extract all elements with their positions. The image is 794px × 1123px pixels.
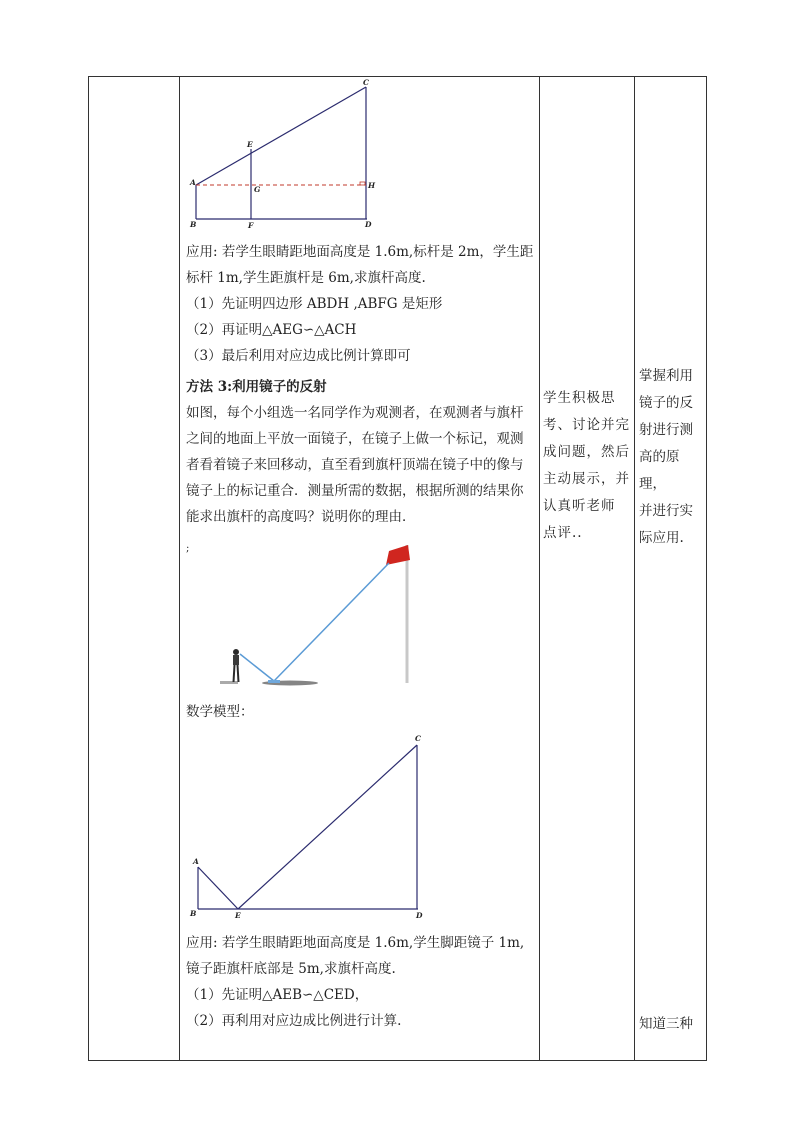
design-intent-line: 高的原理， xyxy=(639,449,680,492)
label-C: C xyxy=(363,78,369,87)
design-intent-line: 射进行测 xyxy=(639,422,693,438)
student-activity xyxy=(543,385,631,547)
method-3-line: 之间的地面上平放一面镜子，在镜子上做一个标记，观测 xyxy=(186,431,524,447)
label-E: E xyxy=(247,140,253,149)
student-activity-line: 学生积极思 xyxy=(543,390,616,406)
student-activity-line: 主动展示，并 xyxy=(543,471,630,487)
label-D: D xyxy=(416,911,423,920)
design-intent-line: 掌握利用 xyxy=(639,368,693,384)
design-intent-bottom: 知道三种 xyxy=(639,1016,693,1032)
label-H: H xyxy=(368,181,376,190)
label-G: G xyxy=(254,185,261,194)
application-1-step3: （3）最后利用对应边成比例计算即可 xyxy=(186,348,411,364)
student-activity-line: 考、讨论并完 xyxy=(543,417,630,433)
label-B: B xyxy=(190,220,197,229)
label-F: F xyxy=(248,221,254,230)
label-D: D xyxy=(365,220,372,229)
method-3-line: 者看着镜子来回移动，直至看到旗杆顶端在镜子中的像与 xyxy=(186,457,524,473)
label-E: E xyxy=(235,911,241,920)
application-1-line1: 应用: 若学生眼睛距地面高度是 1.6m,标杆是 2m，学生距 xyxy=(186,244,534,260)
application-2-step1: （1）先证明△AEB∽△CED， xyxy=(186,987,369,1003)
method-3-title: 方法 3:利用镜子的反射 xyxy=(186,379,327,395)
student-activity-line: 点评.. xyxy=(543,525,583,541)
application-1-step2: （2）再证明△AEG∽△ACH xyxy=(186,322,357,338)
design-intent-line: 镜子的反 xyxy=(639,395,693,411)
label-A: A xyxy=(190,178,196,187)
method-3-line: 如图，每个小组选一名同学作为观测者，在观测者与旗杆 xyxy=(186,405,524,421)
application-2 xyxy=(186,930,534,1034)
stray-mark: ; xyxy=(186,543,190,554)
label-B: B xyxy=(190,909,197,918)
application-1-line2: 标杆 1m,学生距旗杆是 6m,求旗杆高度. xyxy=(186,270,426,286)
application-2-step2: （2）再利用对应边成比例进行计算. xyxy=(186,1013,402,1029)
design-intent xyxy=(639,363,703,552)
student-activity-line: 认真听老师 xyxy=(543,498,616,514)
method-3-line: 镜子上的标记重合．测量所需的数据，根据所测的结果你 xyxy=(186,483,524,499)
design-intent-line: 际应用. xyxy=(639,530,684,546)
design-intent-line: 并进行实 xyxy=(639,503,693,519)
application-1-step1: （1）先证明四边形 ABDH ,ABFG 是矩形 xyxy=(186,296,443,312)
math-model-label: 数学模型： xyxy=(186,704,254,720)
method-3-line: 能求出旗杆的高度吗？说明你的理由． xyxy=(186,509,416,525)
label-A: A xyxy=(193,857,199,866)
application-2-line2: 镜子距旗杆底部是 5m,求旗杆高度. xyxy=(186,961,396,977)
student-activity-line: 成问题，然后 xyxy=(543,444,630,460)
label-C: C xyxy=(415,734,421,743)
application-2-line1: 应用: 若学生眼睛距地面高度是 1.6m,学生脚距镜子 1m, xyxy=(186,935,525,951)
